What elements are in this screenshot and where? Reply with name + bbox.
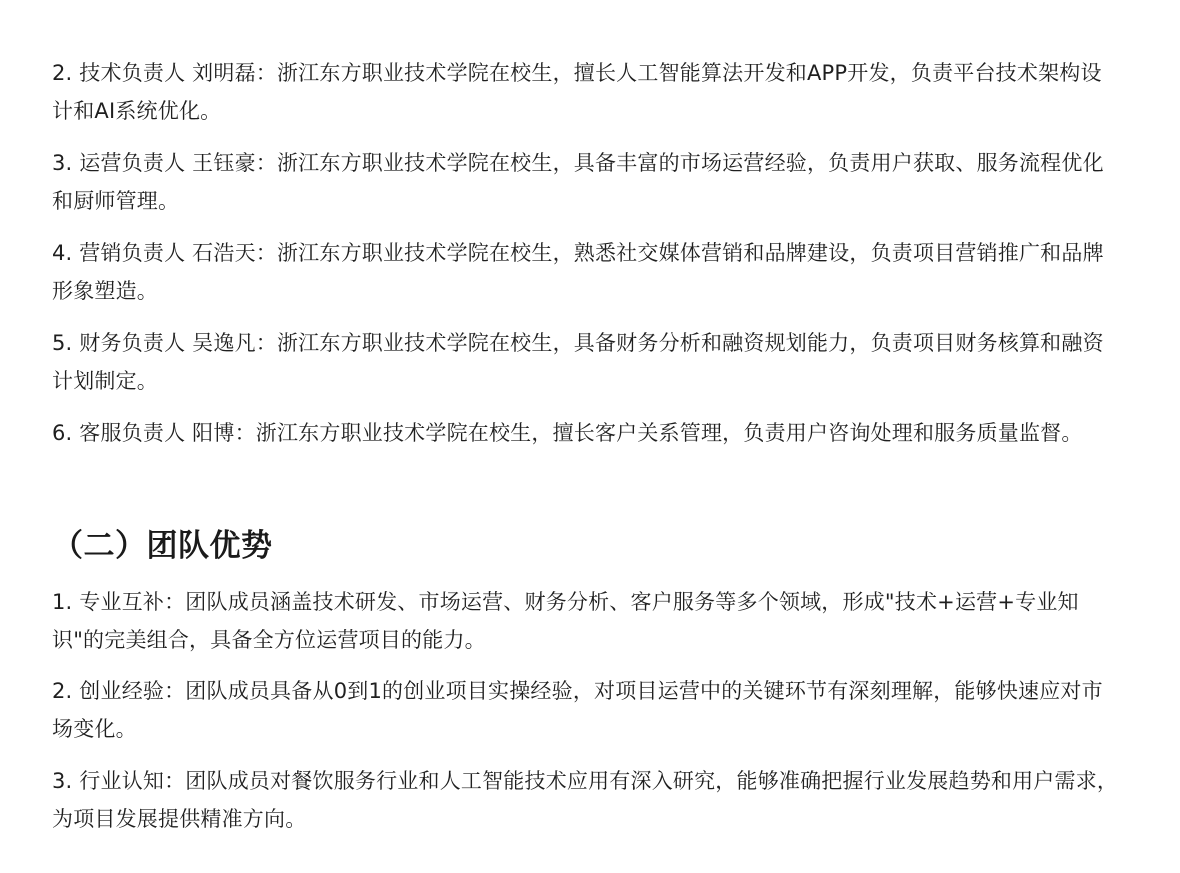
team-member-marketing-lead: 4. 营销负责人 石浩天：浙江东方职业技术学院在校生，熟悉社交媒体营销和品牌建设，负责项目营销推广和品牌形象塑造。: [52, 241, 1104, 303]
section-heading-team-advantages: （二）团队优势: [52, 528, 273, 564]
team-member-operations-lead: 3. 运营负责人 王钰豪：浙江东方职业技术学院在校生，具备丰富的市场运营经验，负责用户获取、服务流程优化和厨师管理。: [52, 151, 1104, 213]
advantage-item-industry: 3. 行业认知：团队成员对餐饮服务行业和人工智能技术应用有深入研究，能够准确把握行业发展趋势和用户需求，为项目发展提供精准方向。: [52, 769, 1119, 831]
advantage-item-complementary: 1. 专业互补：团队成员涵盖技术研发、市场运营、财务分析、客户服务等多个领域，形成"技术+运营+专业知识"的完美组合，具备全方位运营项目的能力。: [52, 590, 1079, 652]
team-member-finance-lead: 5. 财务负责人 吴逸凡：浙江东方职业技术学院在校生，具备财务分析和融资规划能力，负责项目财务核算和融资计划制定。: [52, 331, 1104, 393]
team-member-tech-lead: 2. 技术负责人 刘明磊：浙江东方职业技术学院在校生，擅长人工智能算法开发和APP开发，负责平台技术架构设计和AI系统优化。: [52, 61, 1102, 123]
team-member-service-lead: 6. 客服负责人 阳博：浙江东方职业技术学院在校生，擅长客户关系管理，负责用户咨询处理和服务质量监督。: [52, 421, 1083, 445]
advantage-item-experience: 2. 创业经验：团队成员具备从0到1的创业项目实操经验，对项目运营中的关键环节有深刻理解，能够快速应对市场变化。: [52, 679, 1103, 741]
